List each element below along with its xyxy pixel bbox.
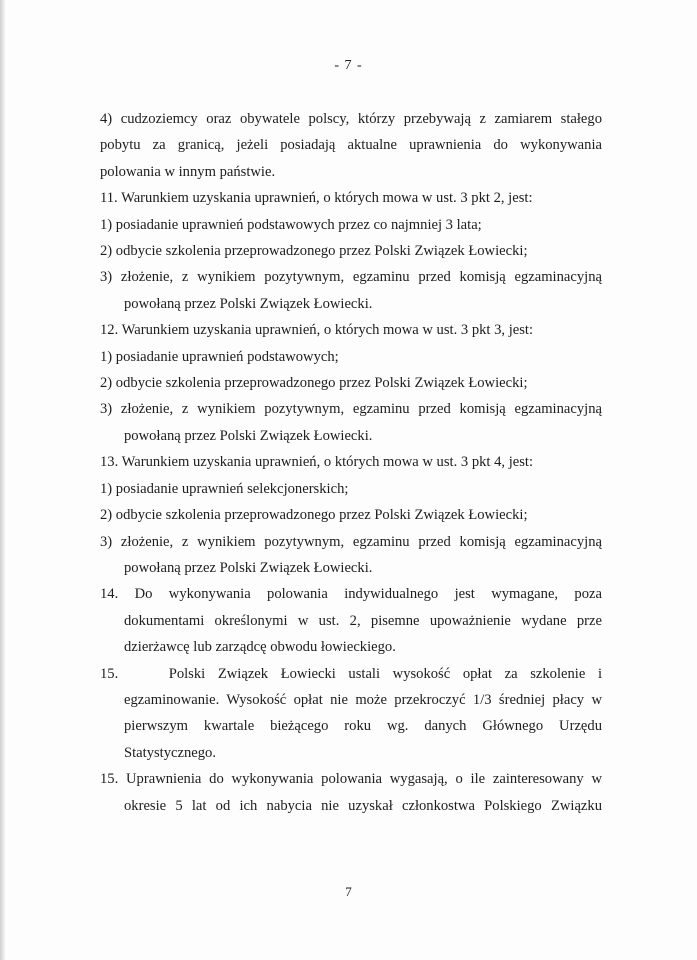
- section-13-item-2: 2) odbycie szkolenia przeprowadzonego przez Polski Związek Łowiecki;: [100, 507, 528, 524]
- section-13-item-3-line-1: 3) złożenie, z wynikiem pozytywnym, egzaminu przed komisją egzaminacyjną: [100, 533, 602, 550]
- section-13-item-3-line-2: powołaną przez Polski Związek Łowiecki.: [124, 559, 373, 576]
- section-15-fees-line-2: egzaminowanie. Wysokość opłat nie może przekroczyć 1/3 średniej płacy w: [124, 691, 602, 708]
- page-header-number: - 7 -: [334, 58, 363, 73]
- page-footer-number: 7: [345, 884, 352, 899]
- section-12-item-3-line-2: powołaną przez Polski Związek Łowiecki.: [124, 427, 373, 444]
- section-15-fees-line-1: 15. Polski Związek Łowiecki ustali wysokość opłat za szkolenie i: [100, 665, 602, 682]
- document-body: [100, 106, 602, 819]
- section-12-item-2: 2) odbycie szkolenia przeprowadzonego przez Polski Związek Łowiecki;: [100, 375, 528, 392]
- point-4-line-2: pobytu za granicą, jeżeli posiadają aktualne uprawnienia do wykonywania: [100, 137, 602, 154]
- section-15-fees-line-4: Statystycznego.: [124, 744, 217, 761]
- section-15-fees-line-3: pierwszym kwartale bieżącego roku wg. danych Głównego Urzędu: [124, 718, 602, 735]
- section-11-intro: 11. Warunkiem uzyskania uprawnień, o których mowa w ust. 3 pkt 2, jest:: [100, 190, 533, 207]
- section-11-item-1: 1) posiadanie uprawnień podstawowych przez co najmniej 3 lata;: [100, 216, 482, 233]
- section-13-item-1: 1) posiadanie uprawnień selekcjonerskich;: [100, 480, 349, 497]
- point-4-line-3: polowania w innym państwie.: [100, 163, 276, 180]
- section-14-line-1: 14. Do wykonywania polowania indywidualnego jest wymagane, poza: [100, 586, 602, 603]
- section-11-item-2: 2) odbycie szkolenia przeprowadzonego przez Polski Związek Łowiecki;: [100, 243, 528, 260]
- section-14-line-2: dokumentami określonymi w ust. 2, pisemne upoważnienie wydane prze: [124, 612, 602, 629]
- section-12-item-3-line-1: 3) złożenie, z wynikiem pozytywnym, egzaminu przed komisją egzaminacyjną: [100, 401, 602, 418]
- point-4-line-1: 4) cudzoziemcy oraz obywatele polscy, którzy przebywają z zamiarem stałego: [100, 111, 602, 127]
- section-11-item-3-line-2: powołaną przez Polski Związek Łowiecki.: [124, 295, 373, 312]
- section-15-expiry-line-1: 15. Uprawnienia do wykonywania polowania wygasają, o ile zainteresowany w: [100, 771, 602, 788]
- section-12-item-1: 1) posiadanie uprawnień podstawowych;: [100, 348, 339, 365]
- section-12-intro: 12. Warunkiem uzyskania uprawnień, o których mowa w ust. 3 pkt 3, jest:: [100, 322, 534, 339]
- section-13-intro: 13. Warunkiem uzyskania uprawnień, o których mowa w ust. 3 pkt 4, jest:: [100, 454, 534, 471]
- section-15-expiry-line-2: okresie 5 lat od ich nabycia nie uzyskał członkostwa Polskiego Związku: [124, 797, 602, 814]
- section-14-line-3: dzierżawcę lub zarządcę obwodu łowieckiego.: [124, 639, 396, 656]
- section-11-item-3-line-1: 3) złożenie, z wynikiem pozytywnym, egzaminu przed komisją egzaminacyjną: [100, 269, 602, 286]
- page-edge-shadow: [0, 0, 6, 960]
